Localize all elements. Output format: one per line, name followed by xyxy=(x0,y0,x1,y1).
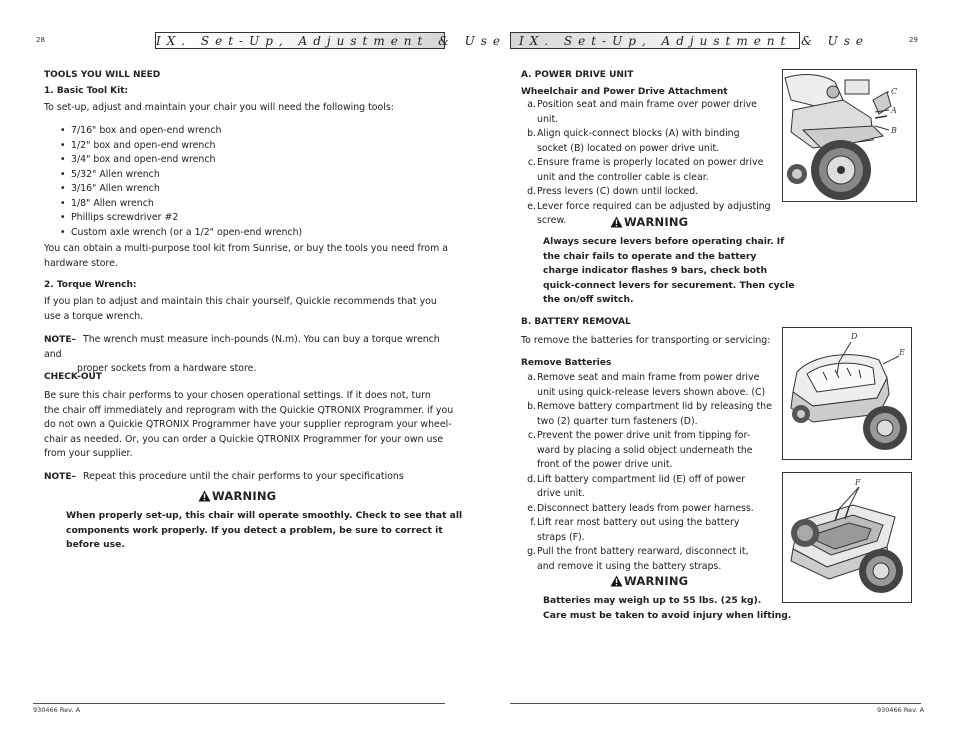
battery-removal-illustration xyxy=(783,473,911,602)
text-line: socket (B) located on power drive unit. xyxy=(537,142,720,154)
list-item xyxy=(510,545,780,574)
warning-text xyxy=(66,509,462,553)
list-item: • 5/32" Allen wrench xyxy=(60,168,302,183)
text-line: the on/off switch. xyxy=(543,294,634,306)
section-a-heading: A. POWER DRIVE UNIT xyxy=(521,70,634,80)
text-line: quick-connect levers for securement. Then cycle xyxy=(543,279,795,291)
text-line: Lift rear most battery out using the battery xyxy=(537,517,740,528)
torque-paragraph xyxy=(44,295,437,324)
remove-heading: Remove Batteries xyxy=(521,358,612,368)
text-line: the chair fails to operate and the battery xyxy=(543,250,757,262)
list-item: • 7/16" box and open-end wrench xyxy=(60,124,302,139)
text-line: The wrench must measure inch-pounds (N.m). You can buy a torque wrench and xyxy=(44,334,440,360)
step-label: e. xyxy=(527,502,536,514)
text-line: When properly set-up, this chair will operate smoothly. Check to see that all xyxy=(66,510,463,521)
step-label: c. xyxy=(527,430,536,441)
text-line: straps (F). xyxy=(537,531,585,543)
text-line: front of the power drive unit. xyxy=(537,459,673,470)
note-repeat xyxy=(44,470,404,485)
list-item: • 3/16" Allen wrench xyxy=(60,182,302,197)
list-item xyxy=(510,185,780,200)
warning-heading xyxy=(610,215,688,229)
step-label: e. xyxy=(527,200,536,212)
text-line: hardware store. xyxy=(44,257,118,269)
page-number: 28 xyxy=(36,36,45,44)
footer-revision: 930466 Rev. A xyxy=(33,706,81,714)
text-line: If you plan to adjust and maintain this chair yourself, Quickie recommends that you xyxy=(44,296,437,307)
text-line: Press levers (C) down until locked. xyxy=(537,186,699,197)
wheelchair-drive-illustration xyxy=(783,70,916,201)
list-item: • 1/2" box and open-end wrench xyxy=(60,139,302,154)
callout-d: D xyxy=(851,332,858,341)
text-line: unit and the controller cable is clear. xyxy=(537,171,709,183)
text-line: charge indicator flashes 9 bars, check both xyxy=(543,265,767,277)
text-line: Pull the front battery rearward, disconnect it, xyxy=(537,546,749,557)
battery-intro: To remove the batteries for transporting or servicing: xyxy=(521,335,771,346)
list-item xyxy=(510,516,780,545)
text-line: drive unit. xyxy=(537,488,585,499)
list-item xyxy=(510,400,780,429)
warning-triangle-icon xyxy=(198,490,211,502)
step-label: d. xyxy=(527,186,536,197)
list-item: • Custom axle wrench (or a 1/2" open-end wrench) xyxy=(60,226,302,241)
list-item: • 1/8" Allen wrench xyxy=(60,197,302,212)
checkout-heading: CHECK-OUT xyxy=(44,372,102,382)
text-line: Align quick-connect blocks (A) with binding xyxy=(537,128,740,139)
section-header: IX. Set-Up, Adjustment & Use xyxy=(156,34,507,48)
text-line: Remove battery compartment lid by releasing the xyxy=(537,401,772,412)
figure-battery-lid xyxy=(782,327,912,460)
text-line: Lift battery compartment lid (E) off of power xyxy=(537,473,746,485)
warning-triangle-icon xyxy=(610,216,623,228)
text-line: Repeat this procedure until the chair performs to your specifications xyxy=(82,471,404,482)
warning-label: WARNING xyxy=(624,574,689,588)
step-label: a. xyxy=(527,99,536,110)
figure-power-drive-attachment xyxy=(782,69,917,202)
text-line: from your supplier. xyxy=(44,448,133,459)
warning-label: WARNING xyxy=(624,215,689,229)
step-label: d. xyxy=(527,473,536,485)
text-line: Lever force required can be adjusted by adjusting xyxy=(537,200,771,212)
list-item: • 3/4" box and open-end wrench xyxy=(60,153,302,168)
text-line: Position seat and main frame over power drive unit. xyxy=(537,99,757,125)
attachment-steps xyxy=(510,98,780,229)
text-line: Remove seat and main frame from power drive xyxy=(537,372,760,383)
warning-label: WARNING xyxy=(212,489,277,503)
tool-kit-paragraph xyxy=(44,242,448,271)
drive-wheel xyxy=(859,549,903,593)
list-item xyxy=(510,371,780,400)
footer-rule xyxy=(510,703,921,704)
step-label: g. xyxy=(527,546,536,557)
power-base-lid-illustration xyxy=(783,328,911,459)
footer-rule xyxy=(33,703,445,704)
warning-triangle-icon xyxy=(610,575,623,587)
list-item xyxy=(510,502,780,517)
text-line: do not own a Quickie QTRONIX Programmer have your supplier reprogram your wheel- xyxy=(44,419,452,430)
list-item xyxy=(510,98,780,127)
footer-revision: 930466 Rev. A xyxy=(877,706,925,714)
text-line: screw. xyxy=(537,215,567,226)
basic-kit-heading: 1. Basic Tool Kit: xyxy=(44,86,129,96)
list-item xyxy=(510,127,780,156)
text-line: Prevent the power drive unit from tipping for- xyxy=(537,430,751,441)
step-label: a. xyxy=(527,372,536,383)
text-line: You can obtain a multi-purpose tool kit from Sunrise, or buy the tools you need from a xyxy=(44,243,448,254)
warning-text xyxy=(543,594,791,623)
list-item xyxy=(510,156,780,185)
callout-c: C xyxy=(891,87,898,96)
step-label: c. xyxy=(527,157,536,168)
text-line: Be sure this chair performs to your chosen operational settings. If it does not, turn xyxy=(44,390,431,401)
section-b-heading: B. BATTERY REMOVAL xyxy=(521,317,631,327)
figure-battery-straps xyxy=(782,472,912,603)
text-line: Care must be taken to avoid injury when lifting. xyxy=(543,609,792,621)
right-page xyxy=(477,0,954,738)
text-line: the chair off immediately and reprogram with the Quickie QTRONIX Programmer. if you xyxy=(44,404,454,416)
warning-heading xyxy=(610,574,688,588)
remove-steps xyxy=(510,371,780,574)
tools-heading: TOOLS YOU WILL NEED xyxy=(44,70,161,80)
drive-wheel xyxy=(863,406,907,450)
callout-a: A xyxy=(891,106,897,115)
drive-wheel xyxy=(811,140,871,200)
step-label: b. xyxy=(527,401,536,412)
callout-e: E xyxy=(899,348,905,357)
note-label: NOTE– xyxy=(44,335,76,345)
text-line: unit using quick-release levers shown above. (C) xyxy=(537,386,766,398)
text-line: proper sockets from a hardware store. xyxy=(77,363,257,374)
basic-kit-intro: To set-up, adjust and maintain your chair you will need the following tools: xyxy=(44,102,394,113)
text-line: components work properly. If you detect a problem, be sure to correct it xyxy=(66,524,443,536)
step-label: b. xyxy=(527,128,536,139)
text-line: use a torque wrench. xyxy=(44,310,144,322)
text-line: Always secure levers before operating chair. If xyxy=(543,236,785,247)
callout-f: F xyxy=(855,478,861,487)
text-line: and remove it using the battery straps. xyxy=(537,560,722,572)
text-line: two (2) quarter turn fasteners (D). xyxy=(537,415,698,427)
step-label: f. xyxy=(530,517,536,528)
warning-heading xyxy=(198,489,276,503)
tool-list xyxy=(60,124,302,240)
list-item xyxy=(510,429,780,473)
text-line: before use. xyxy=(66,539,125,551)
note-torque xyxy=(44,333,444,377)
text-line: Ensure frame is properly located on power drive xyxy=(537,157,764,168)
warning-text xyxy=(543,235,795,308)
checkout-paragraph xyxy=(44,389,453,462)
page-number: 29 xyxy=(909,36,918,44)
text-line: chair as needed. Or, you can order a Quickie QTRONIX Programmer for your own use xyxy=(44,433,444,445)
attachment-heading: Wheelchair and Power Drive Attachment xyxy=(521,87,728,97)
text-line: Disconnect battery leads from power harness. xyxy=(537,502,754,514)
section-header: IX. Set-Up, Adjustment & Use xyxy=(510,32,800,49)
torque-heading: 2. Torque Wrench: xyxy=(44,280,137,290)
text-line: ward by placing a solid object underneath the xyxy=(537,444,753,456)
note-label: NOTE– xyxy=(44,472,76,482)
text-line: Batteries may weigh up to 55 lbs. (25 kg). xyxy=(543,595,762,606)
list-item: • Phillips screwdriver #2 xyxy=(60,211,302,226)
list-item xyxy=(510,473,780,502)
callout-b: B xyxy=(891,126,897,135)
